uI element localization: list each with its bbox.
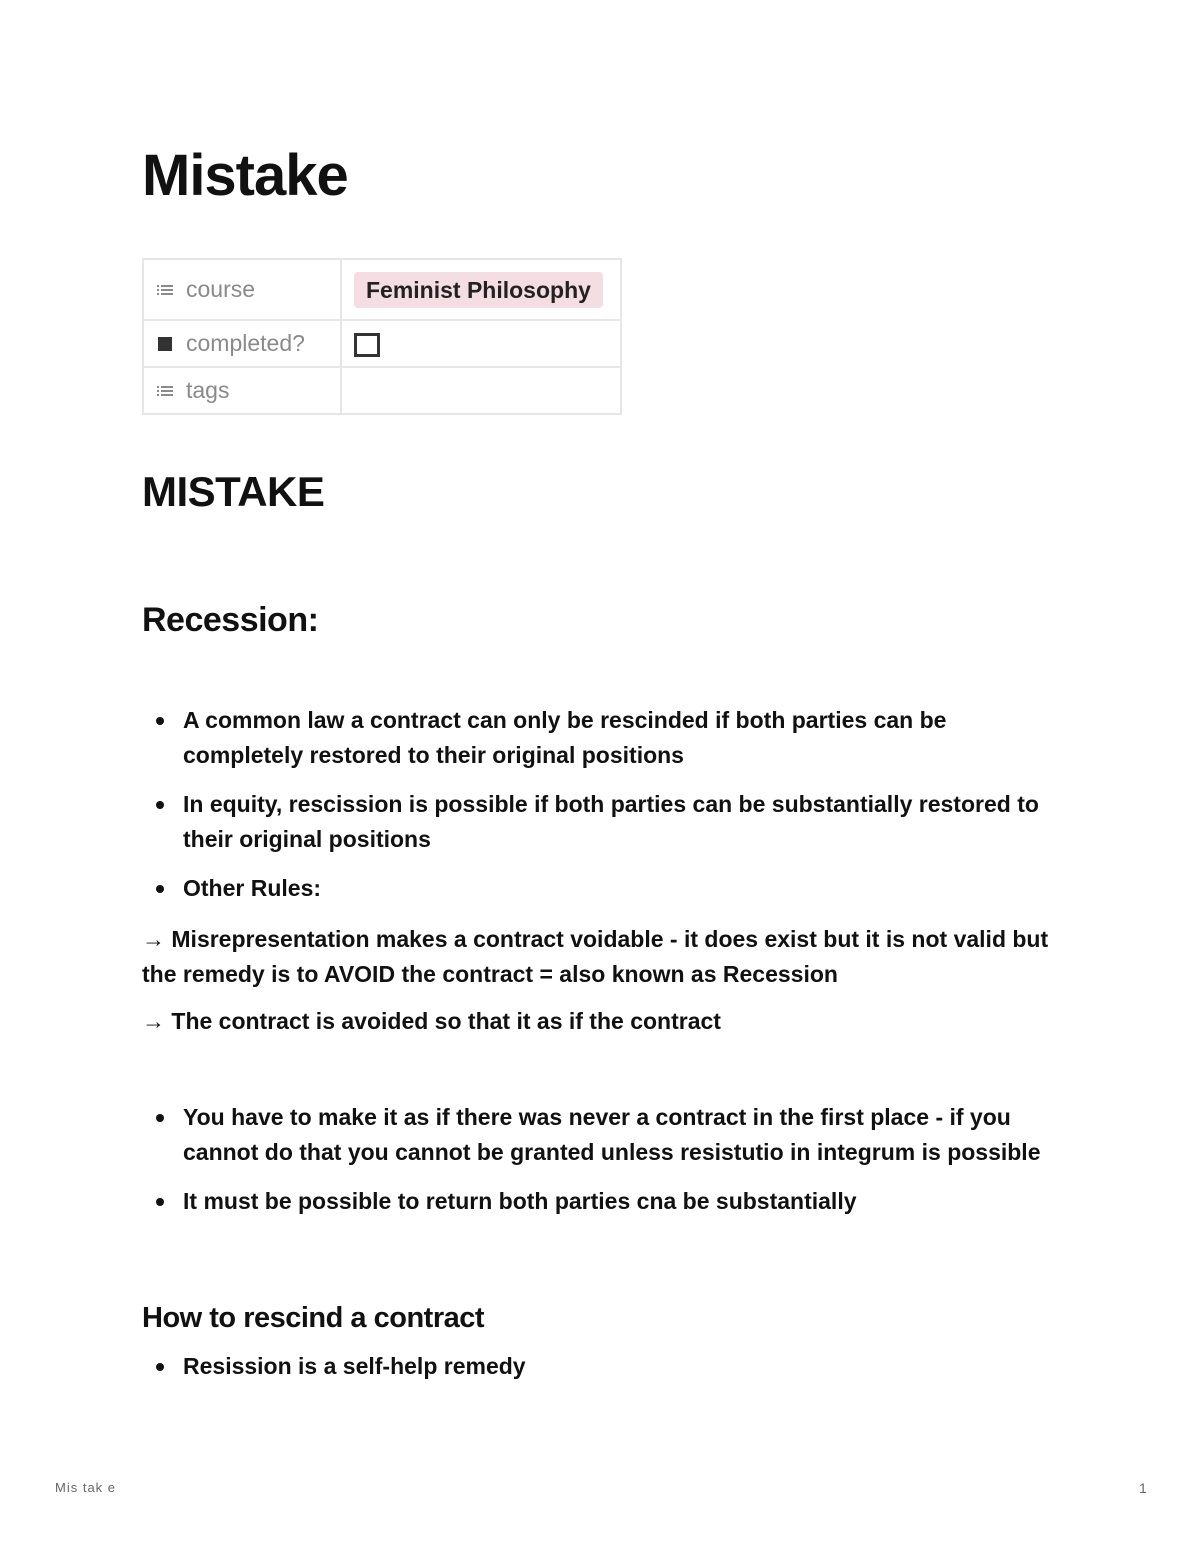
list-item: In equity, rescission is possible if both parties can be substantially restored to their original positions (142, 787, 1062, 857)
list-icon (156, 382, 174, 400)
property-row-completed (143, 320, 621, 367)
list-item: You have to make it as if there was never a contract in the first place - if you cannot do that you cannot be granted unless resistutio in integrum is possible (142, 1100, 1062, 1170)
paragraph-avoided: → The contract is avoided so that it as if the contract (142, 1008, 721, 1034)
list-item: Other Rules: (142, 871, 1062, 906)
checkbox-square-icon (156, 335, 174, 353)
property-row-tags (143, 367, 621, 414)
bullet-list-recession (142, 703, 1062, 920)
property-row-course (143, 259, 621, 320)
footer-document-name: Mis tak e (55, 1480, 117, 1495)
tags-value[interactable] (341, 367, 621, 414)
list-item: It must be possible to return both parties cna be substantially (142, 1184, 1062, 1219)
page-title: Mistake (142, 143, 348, 208)
footer-page-number: 1 (1139, 1480, 1147, 1496)
bullet-list-restitution (142, 1100, 1062, 1233)
paragraph-misrepresentation: → Misrepresentation makes a contract voidable - it does exist but it is not valid but the remedy is to AVOID the contract = also known as Recession (142, 926, 1049, 987)
heading-mistake: MISTAKE (142, 468, 325, 515)
heading-recession: Recession: (142, 601, 319, 639)
list-item: A common law a contract can only be rescinded if both parties can be completely restored to their original positions (142, 703, 1062, 773)
property-key-completed: completed? (186, 330, 305, 356)
bullet-list-rescind (142, 1349, 1062, 1398)
course-tag[interactable]: Feminist Philosophy (354, 272, 603, 308)
list-icon (156, 281, 174, 299)
property-key-course: course (186, 276, 256, 302)
list-item: Resission is a self-help remedy (142, 1349, 1062, 1384)
completed-checkbox[interactable] (354, 333, 380, 357)
properties-table (142, 258, 622, 415)
heading-how-to-rescind: How to rescind a contract (142, 1302, 485, 1334)
property-key-tags: tags (186, 377, 230, 403)
